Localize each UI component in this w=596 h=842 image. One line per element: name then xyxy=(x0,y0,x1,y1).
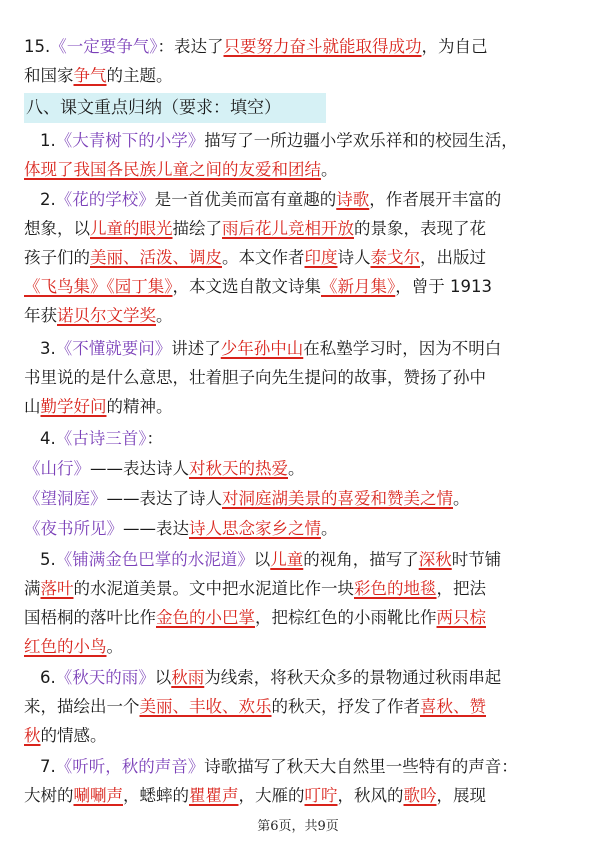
answer-text: 《飞鸟集》《园丁集》 xyxy=(24,277,173,296)
body-text: 想象，以 xyxy=(24,219,90,238)
lesson-title: 《一定要争气》 xyxy=(50,37,158,56)
answer-text: 争气 xyxy=(73,66,107,85)
body-text: ，把法 xyxy=(436,579,486,598)
body-text: 为线索，将秋天众多的景物通过秋雨串起 xyxy=(204,668,502,687)
item-number: 3. xyxy=(40,339,56,358)
answer-text: 诗人思念家乡之情 xyxy=(189,519,321,538)
body-text: 。 xyxy=(288,459,305,478)
lesson-title: 《不懂就要问》 xyxy=(55,339,172,358)
body-text: 年获 xyxy=(24,306,57,325)
item-7-line-2 xyxy=(24,782,596,810)
body-text: 的景象，表现了花 xyxy=(354,219,486,238)
answer-text: 美丽、丰收、欢乐 xyxy=(139,697,272,716)
item-number: 7. xyxy=(40,757,56,776)
item-6-line-2 xyxy=(24,693,596,721)
answer-text: 诗歌 xyxy=(336,190,370,209)
item-number: 6. xyxy=(40,668,56,687)
body-text: 的秋天，抒发了作者 xyxy=(271,697,420,716)
section-heading: 八、课文重点归纳（要求：填空） xyxy=(24,93,326,123)
item-1-line-2 xyxy=(24,156,596,184)
answer-text: 印度 xyxy=(304,248,338,267)
body-text: 的水泥道美景。文中把水泥道比作一块 xyxy=(73,579,354,598)
lesson-title: 《铺满金色巴掌的水泥道》 xyxy=(55,550,254,569)
item-15-line-2 xyxy=(24,62,596,90)
answer-text: 《新月集》 xyxy=(321,277,396,296)
item-2-line-5 xyxy=(24,302,596,330)
body-text: 。本文作者 xyxy=(222,248,305,267)
body-text: ：表达了 xyxy=(157,37,224,56)
item-6-line-1 xyxy=(40,664,596,692)
body-text: 。 xyxy=(156,306,173,325)
poem-title: 《望洞庭》 xyxy=(24,489,107,508)
item-3-line-3 xyxy=(24,393,596,421)
body-text: 。 xyxy=(106,637,123,656)
answer-text: 彩色的地毯 xyxy=(354,579,437,598)
item-3-line-2 xyxy=(24,364,596,392)
answer-text: 两只棕 xyxy=(436,608,486,627)
body-text: 讲述了 xyxy=(171,339,221,358)
item-4-line-1 xyxy=(40,425,596,453)
answer-text: 叮咛 xyxy=(304,786,338,805)
lesson-title: 《听听，秋的声音》 xyxy=(55,757,205,776)
item-number: 2. xyxy=(40,190,56,209)
body-text: 的视角，描写了 xyxy=(303,550,419,569)
item-5-line-2 xyxy=(24,575,596,603)
body-text: ，秋风的 xyxy=(337,786,404,805)
body-text: 来，描绘出一个 xyxy=(24,697,140,716)
answer-text: 雨后花儿竞相开放 xyxy=(222,219,354,238)
item-number: 1. xyxy=(40,131,56,150)
body-text: ，大雁的 xyxy=(238,786,305,805)
body-text: ： xyxy=(146,429,163,448)
item-4-line-2 xyxy=(24,455,596,483)
item-1-line-1 xyxy=(40,127,596,155)
answer-text: 秋雨 xyxy=(171,668,205,687)
answer-text: 唰唰声 xyxy=(73,786,123,805)
poem-title: 《山行》 xyxy=(24,459,90,478)
item-4-line-3 xyxy=(24,485,596,513)
body-text: 的情感。 xyxy=(40,726,107,745)
lesson-title: 《大青树下的小学》 xyxy=(55,131,205,150)
page-footer: 第6页，共9页 xyxy=(257,819,339,834)
body-text: 山 xyxy=(24,397,41,416)
item-number: 15. xyxy=(24,37,51,56)
body-text: 和国家 xyxy=(24,66,74,85)
body-text: ，出版过 xyxy=(420,248,486,267)
answer-text: 勤学好问 xyxy=(40,397,107,416)
body-text: 描绘了 xyxy=(172,219,222,238)
item-2-line-4 xyxy=(24,273,596,301)
body-text: 。 xyxy=(321,519,338,538)
item-4-line-4 xyxy=(24,515,596,543)
body-text: ，作者展开丰富的 xyxy=(369,190,502,209)
body-text: 满 xyxy=(24,579,41,598)
body-text: ——表达 xyxy=(123,519,189,538)
answer-text: 深秋 xyxy=(418,550,452,569)
body-text: ，曾于 1913 xyxy=(395,277,492,296)
body-text: ，把棕红色的小雨靴比作 xyxy=(255,608,437,627)
body-text: 以 xyxy=(253,550,271,569)
body-text: ，蟋蟀的 xyxy=(123,786,189,805)
body-text: ，为自己 xyxy=(421,37,488,56)
body-text: ——表达诗人 xyxy=(90,459,189,478)
body-text: 诗人 xyxy=(337,248,371,267)
body-text: 的精神。 xyxy=(106,397,173,416)
lesson-title: 《古诗三首》 xyxy=(55,429,147,448)
body-text: 时节铺 xyxy=(451,550,502,569)
item-6-line-3 xyxy=(24,722,596,750)
body-text: 国梧桐的落叶比作 xyxy=(24,608,156,627)
answer-text: 美丽、活泼、调皮 xyxy=(90,248,222,267)
item-3-line-1 xyxy=(40,335,596,363)
body-text: 大树的 xyxy=(24,786,74,805)
body-text: 书里说的是什么意思，壮着胆子向先生提问的故事，赞扬了孙中 xyxy=(24,368,486,387)
answer-text: 诺贝尔文学奖 xyxy=(57,306,156,325)
lesson-title: 《花的学校》 xyxy=(55,190,155,209)
body-text: 诗歌描写了秋天大自然里一些特有的声音： xyxy=(204,757,518,776)
body-text: ——表达了诗人 xyxy=(106,489,222,508)
body-text: 。 xyxy=(321,160,338,179)
answer-text: 金色的小巴掌 xyxy=(156,608,255,627)
body-text: 是一首优美而富有童趣的 xyxy=(154,190,337,209)
item-2-line-3 xyxy=(24,244,596,272)
item-5-line-1 xyxy=(40,546,596,574)
answer-text: 体现了我国各民族儿童之间的友爱和团结 xyxy=(24,160,321,179)
item-number: 4. xyxy=(40,429,56,448)
body-text: ，本文选自散文诗集 xyxy=(172,277,321,296)
body-text: 描写了一所边疆小学欢乐祥和的校园生活， xyxy=(204,131,518,150)
answer-text: 对洞庭湖美景的喜爱和赞美之情 xyxy=(222,489,453,508)
item-2-line-1 xyxy=(40,186,596,214)
body-text: 在私塾学习时，因为不明白 xyxy=(303,339,502,358)
poem-title: 《夜书所见》 xyxy=(24,519,123,538)
answer-text: 喜秋、赞 xyxy=(420,697,486,716)
item-number: 5. xyxy=(40,550,56,569)
answer-text: 落叶 xyxy=(40,579,74,598)
answer-text: 对秋天的热爱 xyxy=(189,459,288,478)
answer-text: 儿童的眼光 xyxy=(90,219,173,238)
answer-text: 瞿瞿声 xyxy=(189,786,239,805)
item-7-line-1 xyxy=(40,753,596,781)
body-text: 的主题。 xyxy=(106,66,173,85)
body-text: ，展现 xyxy=(436,786,486,805)
answer-text: 秋 xyxy=(24,726,41,745)
item-15-line-1 xyxy=(24,33,596,61)
body-text: 。 xyxy=(453,489,470,508)
item-5-line-3 xyxy=(24,604,596,632)
answer-text: 歌吟 xyxy=(403,786,437,805)
item-2-line-2 xyxy=(24,215,596,243)
body-text: 以 xyxy=(154,668,172,687)
answer-text: 少年孙中山 xyxy=(220,339,304,358)
answer-text: 红色的小鸟 xyxy=(24,637,107,656)
answer-text: 儿童 xyxy=(270,550,304,569)
item-5-line-4 xyxy=(24,633,596,661)
lesson-title: 《秋天的雨》 xyxy=(55,668,155,687)
answer-text: 只要努力奋斗就能取得成功 xyxy=(223,37,422,56)
answer-text: 泰戈尔 xyxy=(370,248,420,267)
body-text: 孩子们的 xyxy=(24,248,90,267)
